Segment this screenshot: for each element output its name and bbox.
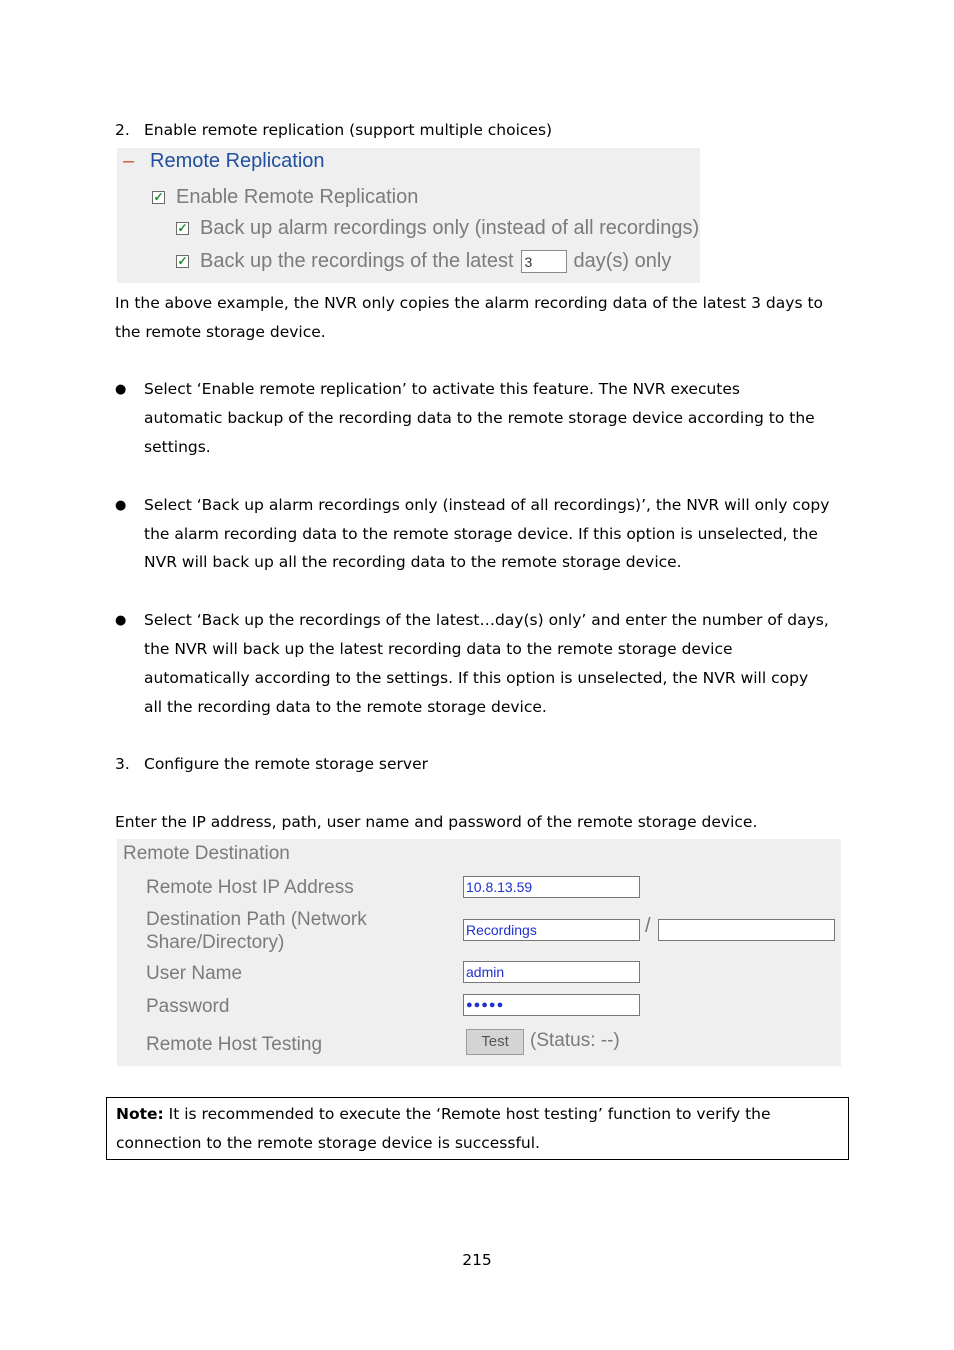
bullet-icon: ● [115, 498, 127, 513]
bullet-1-line-2: automatic backup of the recording data to the remote storage device according to the [144, 409, 815, 427]
collapse-icon[interactable]: – [123, 150, 135, 172]
destination-subpath-input[interactable] [658, 919, 835, 941]
bullet-1-line-1: Select ‘Enable remote replication’ to activate this feature. The NVR executes [144, 380, 740, 398]
enable-remote-replication-label: Enable Remote Replication [176, 186, 419, 208]
bullet-3-line-1: Select ‘Back up the recordings of the latest…day(s) only’ and enter the number of days, [144, 611, 829, 629]
latest-days-checkbox[interactable]: ✓ [177, 254, 188, 268]
password-input[interactable]: ●●●●● [463, 994, 640, 1016]
note-text-1: It is recommended to execute the ‘Remote host testing’ function to verify the [163, 1105, 771, 1123]
user-name-label: User Name [146, 963, 243, 984]
remote-destination-panel [117, 839, 841, 1066]
example-line-1: In the above example, the NVR only copies the alarm recording data of the latest 3 days to [115, 294, 824, 312]
ip-address-label: Remote Host IP Address [146, 877, 354, 898]
bullet-3-line-3: automatically according to the settings. If this option is unselected, the NVR will copy [144, 669, 809, 687]
bullet-3-line-4: all the recording data to the remote storage device. [144, 698, 547, 716]
bullet-icon: ● [115, 613, 127, 628]
bullet-icon: ● [115, 382, 127, 397]
password-label: Password [146, 996, 230, 1017]
bullet-2-line-3: NVR will back up all the recording data to the remote storage device. [144, 553, 682, 571]
note-line-2: connection to the remote storage device is successful. [116, 1134, 540, 1152]
path-separator: / [645, 915, 651, 937]
latest-days-row [176, 250, 671, 273]
remote-replication-panel [117, 148, 700, 283]
enable-remote-replication-checkbox[interactable]: ✓ [153, 190, 164, 204]
page-number: 215 [462, 1251, 492, 1269]
enter-instructions: Enter the IP address, path, user name and password of the remote storage device. [115, 813, 758, 831]
alarm-only-label: Back up alarm recordings only (instead of all recordings) [200, 217, 700, 239]
test-button[interactable]: Test [466, 1029, 524, 1055]
remote-destination-title: Remote Destination [123, 843, 290, 864]
remote-host-testing-label: Remote Host Testing [146, 1034, 323, 1055]
note-line-1 [116, 1100, 771, 1129]
enable-remote-replication-row [152, 186, 418, 209]
remote-replication-title[interactable]: Remote Replication [150, 150, 325, 172]
step-2-text: Enable remote replication (support multiple choices) [144, 121, 553, 139]
destination-path-label-line-2: Share/Directory) [146, 932, 285, 953]
ip-address-input[interactable]: 10.8.13.59 [463, 876, 640, 898]
step-3-number: 3. [115, 755, 130, 773]
step-3-text: Configure the remote storage server [144, 755, 428, 773]
bullet-1-line-3: settings. [144, 438, 211, 456]
latest-days-suffix: day(s) only [573, 250, 672, 272]
alarm-only-row [176, 217, 699, 240]
test-status: (Status: --) [530, 1030, 620, 1051]
user-name-input[interactable]: admin [463, 961, 640, 983]
bullet-2-line-1: Select ‘Back up alarm recordings only (instead of all recordings)’, the NVR will only copy [144, 496, 830, 514]
latest-days-prefix: Back up the recordings of the latest [200, 250, 514, 272]
alarm-only-checkbox[interactable]: ✓ [177, 221, 188, 235]
step-2-number: 2. [115, 121, 130, 139]
note-label: Note: [116, 1105, 164, 1123]
destination-path-label-line-1: Destination Path (Network [146, 909, 367, 930]
destination-path-input[interactable]: Recordings [463, 919, 640, 941]
latest-days-input[interactable]: 3 [521, 250, 567, 273]
bullet-2-line-2: the alarm recording data to the remote storage device. If this option is unselected, the [144, 525, 818, 543]
example-line-2: the remote storage device. [115, 323, 326, 341]
note-box [106, 1097, 849, 1160]
bullet-3-line-2: the NVR will back up the latest recording data to the remote storage device [144, 640, 733, 658]
